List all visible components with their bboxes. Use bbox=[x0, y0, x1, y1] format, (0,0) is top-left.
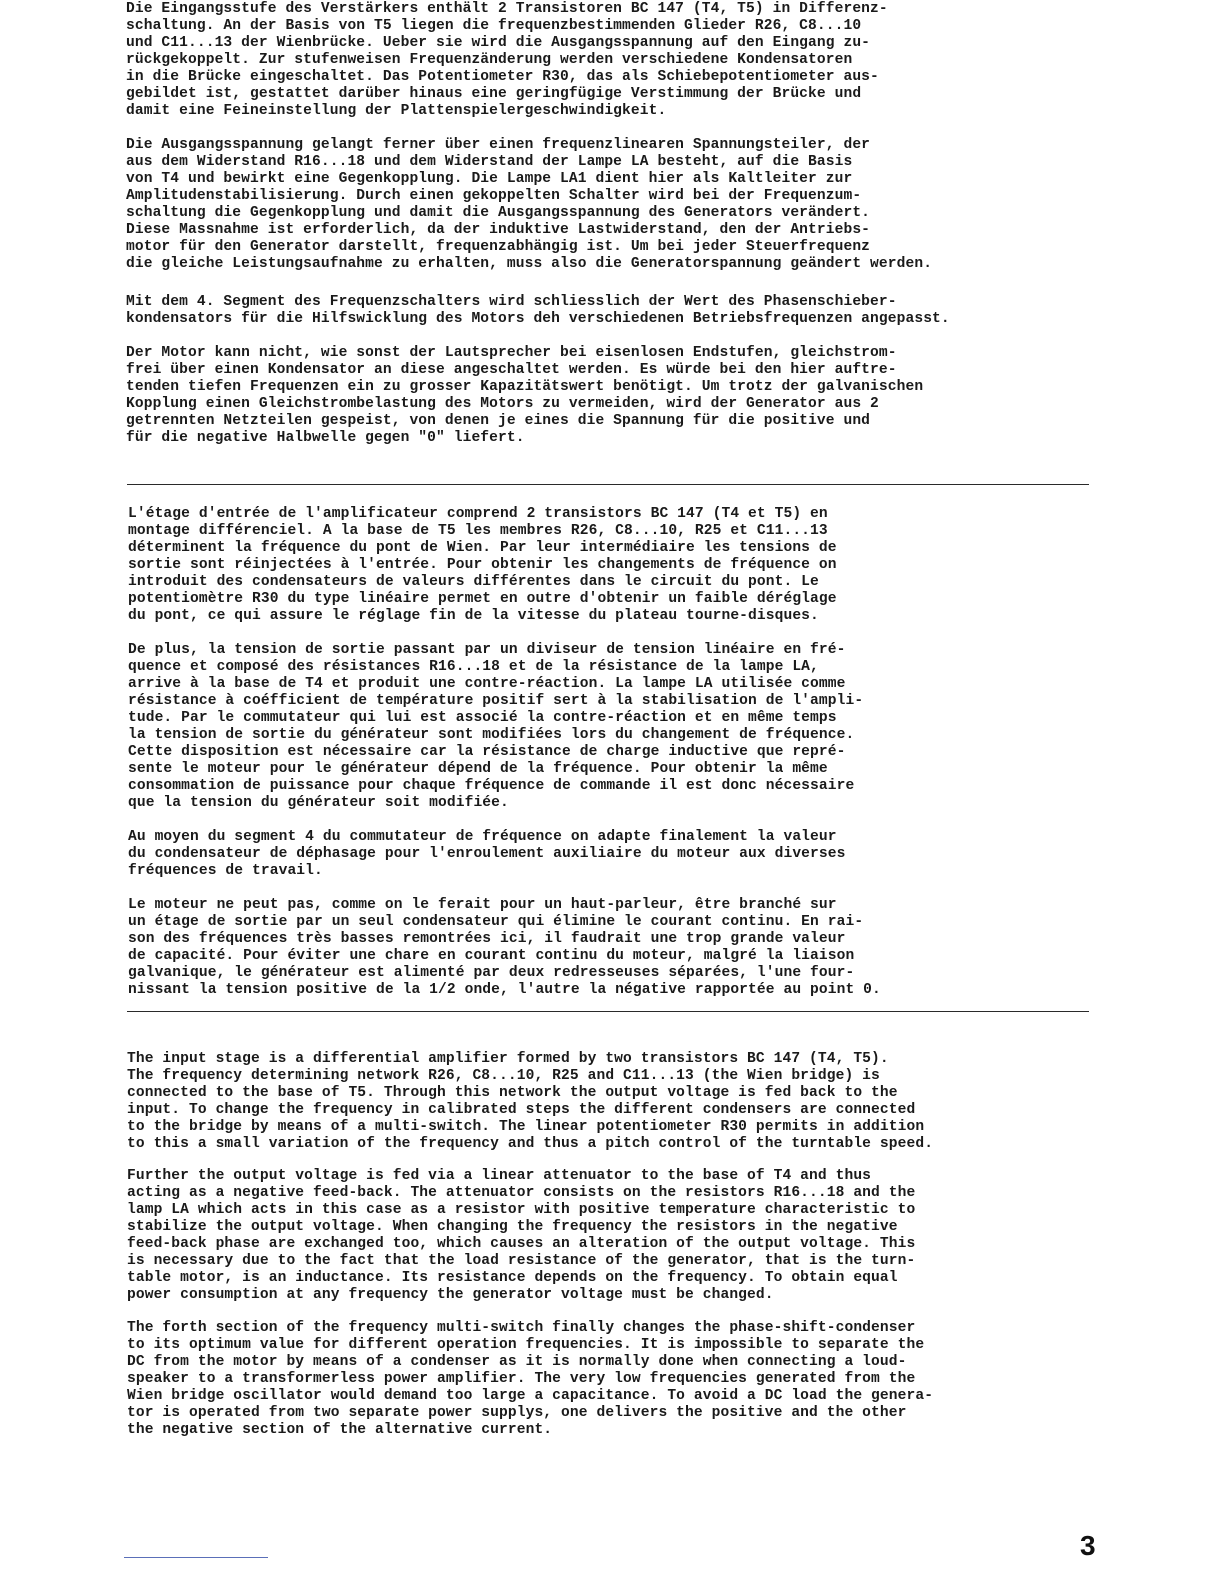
text-line: résistance à coéfficient de température positif sert à la stabilisation de l'ampli- bbox=[128, 693, 864, 709]
french-paragraph-1 bbox=[128, 506, 837, 625]
text-line: motor für den Generator darstellt, frequenzabhängig ist. Um bei jeder Steuerfrequenz bbox=[126, 239, 871, 255]
text-line: Die Ausgangsspannung gelangt ferner über einen frequenzlinearen Spannungsteiler, der bbox=[126, 137, 871, 153]
text-line: Further the output voltage is fed via a linear attenuator to the base of T4 and thus bbox=[127, 1168, 872, 1184]
text-line: für die negative Halbwelle gegen "0" liefert. bbox=[126, 430, 525, 446]
text-line: son des fréquences très basses remontrées ici, il faudrait une trop grande valeur bbox=[128, 931, 846, 947]
text-line: sente le moteur pour le générateur dépend de la fréquence. Pour obtenir la même bbox=[128, 761, 828, 777]
text-line: montage différenciel. A la base de T5 les membres R26, C8...10, R25 et C11...13 bbox=[128, 523, 828, 539]
text-line: connected to the base of T5. Through this network the output voltage is fed back to the bbox=[127, 1085, 898, 1101]
text-line: schaltung die Gegenkopplung und damit die Ausgangsspannung des Generators verändert. bbox=[126, 205, 871, 221]
text-line: lamp LA which acts in this case as a resistor with positive temperature characteristic to bbox=[127, 1202, 916, 1218]
section-divider bbox=[127, 484, 1089, 485]
text-line: table motor, is an inductance. Its resistance depends on the frequency. To obtain equal bbox=[127, 1270, 898, 1286]
text-line: L'étage d'entrée de l'amplificateur comprend 2 transistors BC 147 (T4 et T5) en bbox=[128, 506, 828, 522]
text-line: power consumption at any frequency the generator voltage must be changed. bbox=[127, 1287, 774, 1303]
english-paragraph-2 bbox=[127, 1168, 915, 1304]
text-line: Cette disposition est nécessaire car la résistance de charge inductive que repré- bbox=[128, 744, 846, 760]
text-line: Amplitudenstabilisierung. Durch einen gekoppelten Schalter wird bei der Frequenzum- bbox=[126, 188, 862, 204]
text-line: frei über einen Kondensator an diese angeschaltet werden. Es würde bei den hier auftre- bbox=[126, 362, 897, 378]
text-line: The frequency determining network R26, C8...10, R25 and C11...13 (the Wien bridge) is bbox=[127, 1068, 880, 1084]
text-line: damit eine Feineinstellung der Plattenspielergeschwindigkeit. bbox=[126, 103, 667, 119]
text-line: que la tension du générateur soit modifiée. bbox=[128, 795, 509, 811]
text-line: schaltung. An der Basis von T5 liegen die frequenzbestimmenden Glieder R26, C8...10 bbox=[126, 18, 862, 34]
text-line: Au moyen du segment 4 du commutateur de fréquence on adapte finalement la valeur bbox=[128, 829, 837, 845]
text-line: tude. Par le commutateur qui lui est associé la contre-réaction et en même temps bbox=[128, 710, 837, 726]
text-line: tor is operated from two separate power supplys, one delivers the positive and the other bbox=[127, 1405, 907, 1421]
text-line: The input stage is a differential amplifier formed by two transistors BC 147 (T4, T5). bbox=[127, 1051, 889, 1067]
text-line: to the bridge by means of a multi-switch. The linear potentiometer R30 permits in addition bbox=[127, 1119, 925, 1135]
text-line: kondensators für die Hilfswicklung des Motors deh verschiedenen Betriebsfrequenzen angepasst. bbox=[126, 311, 950, 327]
text-line: The forth section of the frequency multi-switch finally changes the phase-shift-condenser bbox=[127, 1320, 916, 1336]
german-paragraph-4 bbox=[126, 345, 923, 447]
text-line: tenden tiefen Frequenzen ein zu grosser Kapazitätswert benötigt. Um trotz der galvanischen bbox=[126, 379, 924, 395]
text-line: de capacité. Pour éviter une chare en courant continu du moteur, malgré la liaison bbox=[128, 948, 855, 964]
text-line: DC from the motor by means of a condenser as it is normally done when connecting a loud- bbox=[127, 1354, 907, 1370]
text-line: gebildet ist, gestattet darüber hinaus eine geringfügige Verstimmung der Brücke und bbox=[126, 86, 862, 102]
text-line: rückgekoppelt. Zur stufenweisen Frequenzänderung werden verschiedene Kondensatoren bbox=[126, 52, 853, 68]
text-line: stabilize the output voltage. When changing the frequency the resistors in the negative bbox=[127, 1219, 898, 1235]
text-line: getrennten Netzteilen gespeist, von denen je eines die Spannung für die positive und bbox=[126, 413, 871, 429]
section-divider bbox=[127, 1011, 1089, 1012]
footer-rule bbox=[124, 1557, 268, 1558]
text-line: De plus, la tension de sortie passant par un diviseur de tension linéaire en fré- bbox=[128, 642, 846, 658]
text-line: quence et composé des résistances R16...18 et de la résistance de la lampe LA, bbox=[128, 659, 819, 675]
text-line: Mit dem 4. Segment des Frequenzschalters wird schliesslich der Wert des Phasenschieber- bbox=[126, 294, 897, 310]
text-line: Kopplung einen Gleichstrombelastung des Motors zu vermeiden, wird der Generator aus 2 bbox=[126, 396, 879, 412]
text-line: potentiomètre R30 du type linéaire permet en outre d'obtenir un faible déréglage bbox=[128, 591, 837, 607]
text-line: sortie sont réinjectées à l'entrée. Pour obtenir les changements de fréquence on bbox=[128, 557, 837, 573]
text-line: aus dem Widerstand R16...18 und dem Widerstand der Lampe LA besteht, auf die Basis bbox=[126, 154, 853, 170]
text-line: input. To change the frequency in calibrated steps the different condensers are connected bbox=[127, 1102, 916, 1118]
text-line: du pont, ce qui assure le réglage fin de la vitesse du plateau tourne-disques. bbox=[128, 608, 819, 624]
text-line: to this a small variation of the frequency and thus a pitch control of the turntable speed. bbox=[127, 1136, 934, 1152]
french-paragraph-2 bbox=[128, 642, 863, 812]
text-line: Le moteur ne peut pas, comme on le ferait pour un haut-parleur, être branché sur bbox=[128, 897, 837, 913]
text-line: déterminent la fréquence du pont de Wien. Par leur intermédiaire les tensions de bbox=[128, 540, 837, 556]
text-line: fréquences de travail. bbox=[128, 863, 323, 879]
text-line: von T4 und bewirkt eine Gegenkopplung. Die Lampe LA1 dient hier als Kaltleiter zur bbox=[126, 171, 853, 187]
text-line: Wien bridge oscillator would demand too large a capacitance. To avoid a DC load the genera- bbox=[127, 1388, 934, 1404]
text-line: to its optimum value for different operation frequencies. It is impossible to separate the bbox=[127, 1337, 925, 1353]
text-line: Die Eingangsstufe des Verstärkers enthält 2 Transistoren BC 147 (T4, T5) in Differenz- bbox=[126, 1, 888, 17]
text-line: feed-back phase are exchanged too, which causes an alteration of the output voltage. This bbox=[127, 1236, 916, 1252]
text-line: acting as a negative feed-back. The attenuator consists on the resistors R16...18 and the bbox=[127, 1185, 916, 1201]
french-paragraph-4 bbox=[128, 897, 881, 999]
german-paragraph-3 bbox=[126, 294, 950, 328]
text-line: speaker to a transformerless power amplifier. The very low frequencies generated from the bbox=[127, 1371, 916, 1387]
french-paragraph-3 bbox=[128, 829, 845, 880]
english-paragraph-3 bbox=[127, 1320, 933, 1439]
text-line: du condensateur de déphasage pour l'enroulement auxiliaire du moteur aux diverses bbox=[128, 846, 846, 862]
text-line: in die Brücke eingeschaltet. Das Potentiometer R30, das als Schiebepotentiometer aus- bbox=[126, 69, 879, 85]
german-paragraph-2 bbox=[126, 137, 932, 273]
page-number: 3 bbox=[1080, 1530, 1096, 1561]
text-line: die gleiche Leistungsaufnahme zu erhalten, muss also die Generatorspannung geändert werden. bbox=[126, 256, 933, 272]
text-line: Diese Massnahme ist erforderlich, da der induktive Lastwiderstand, den der Antriebs- bbox=[126, 222, 871, 238]
german-paragraph-1 bbox=[126, 1, 888, 120]
text-line: arrive à la base de T4 et produit une contre-réaction. La lampe LA utilisée comme bbox=[128, 676, 846, 692]
text-line: the negative section of the alternative current. bbox=[127, 1422, 553, 1438]
text-line: is necessary due to the fact that the load resistance of the generator, that is the turn- bbox=[127, 1253, 916, 1269]
text-line: consommation de puissance pour chaque fréquence de commande il est donc nécessaire bbox=[128, 778, 855, 794]
text-line: la tension de sortie du générateur sont modifiées lors du changement de fréquence. bbox=[128, 727, 855, 743]
text-line: und C11...13 der Wienbrücke. Ueber sie wird die Ausgangsspannung auf den Eingang zu- bbox=[126, 35, 871, 51]
text-line: galvanique, le générateur est alimenté par deux redresseuses séparées, l'une four- bbox=[128, 965, 855, 981]
text-line: introduit des condensateurs de valeurs différentes dans le circuit du pont. Le bbox=[128, 574, 819, 590]
text-line: nissant la tension positive de la 1/2 onde, l'autre la négative rapportée au point 0. bbox=[128, 982, 881, 998]
english-paragraph-1 bbox=[127, 1051, 933, 1153]
text-line: un étage de sortie par un seul condensateur qui élimine le courant continu. En rai- bbox=[128, 914, 864, 930]
text-line: Der Motor kann nicht, wie sonst der Lautsprecher bei eisenlosen Endstufen, gleichstrom- bbox=[126, 345, 897, 361]
